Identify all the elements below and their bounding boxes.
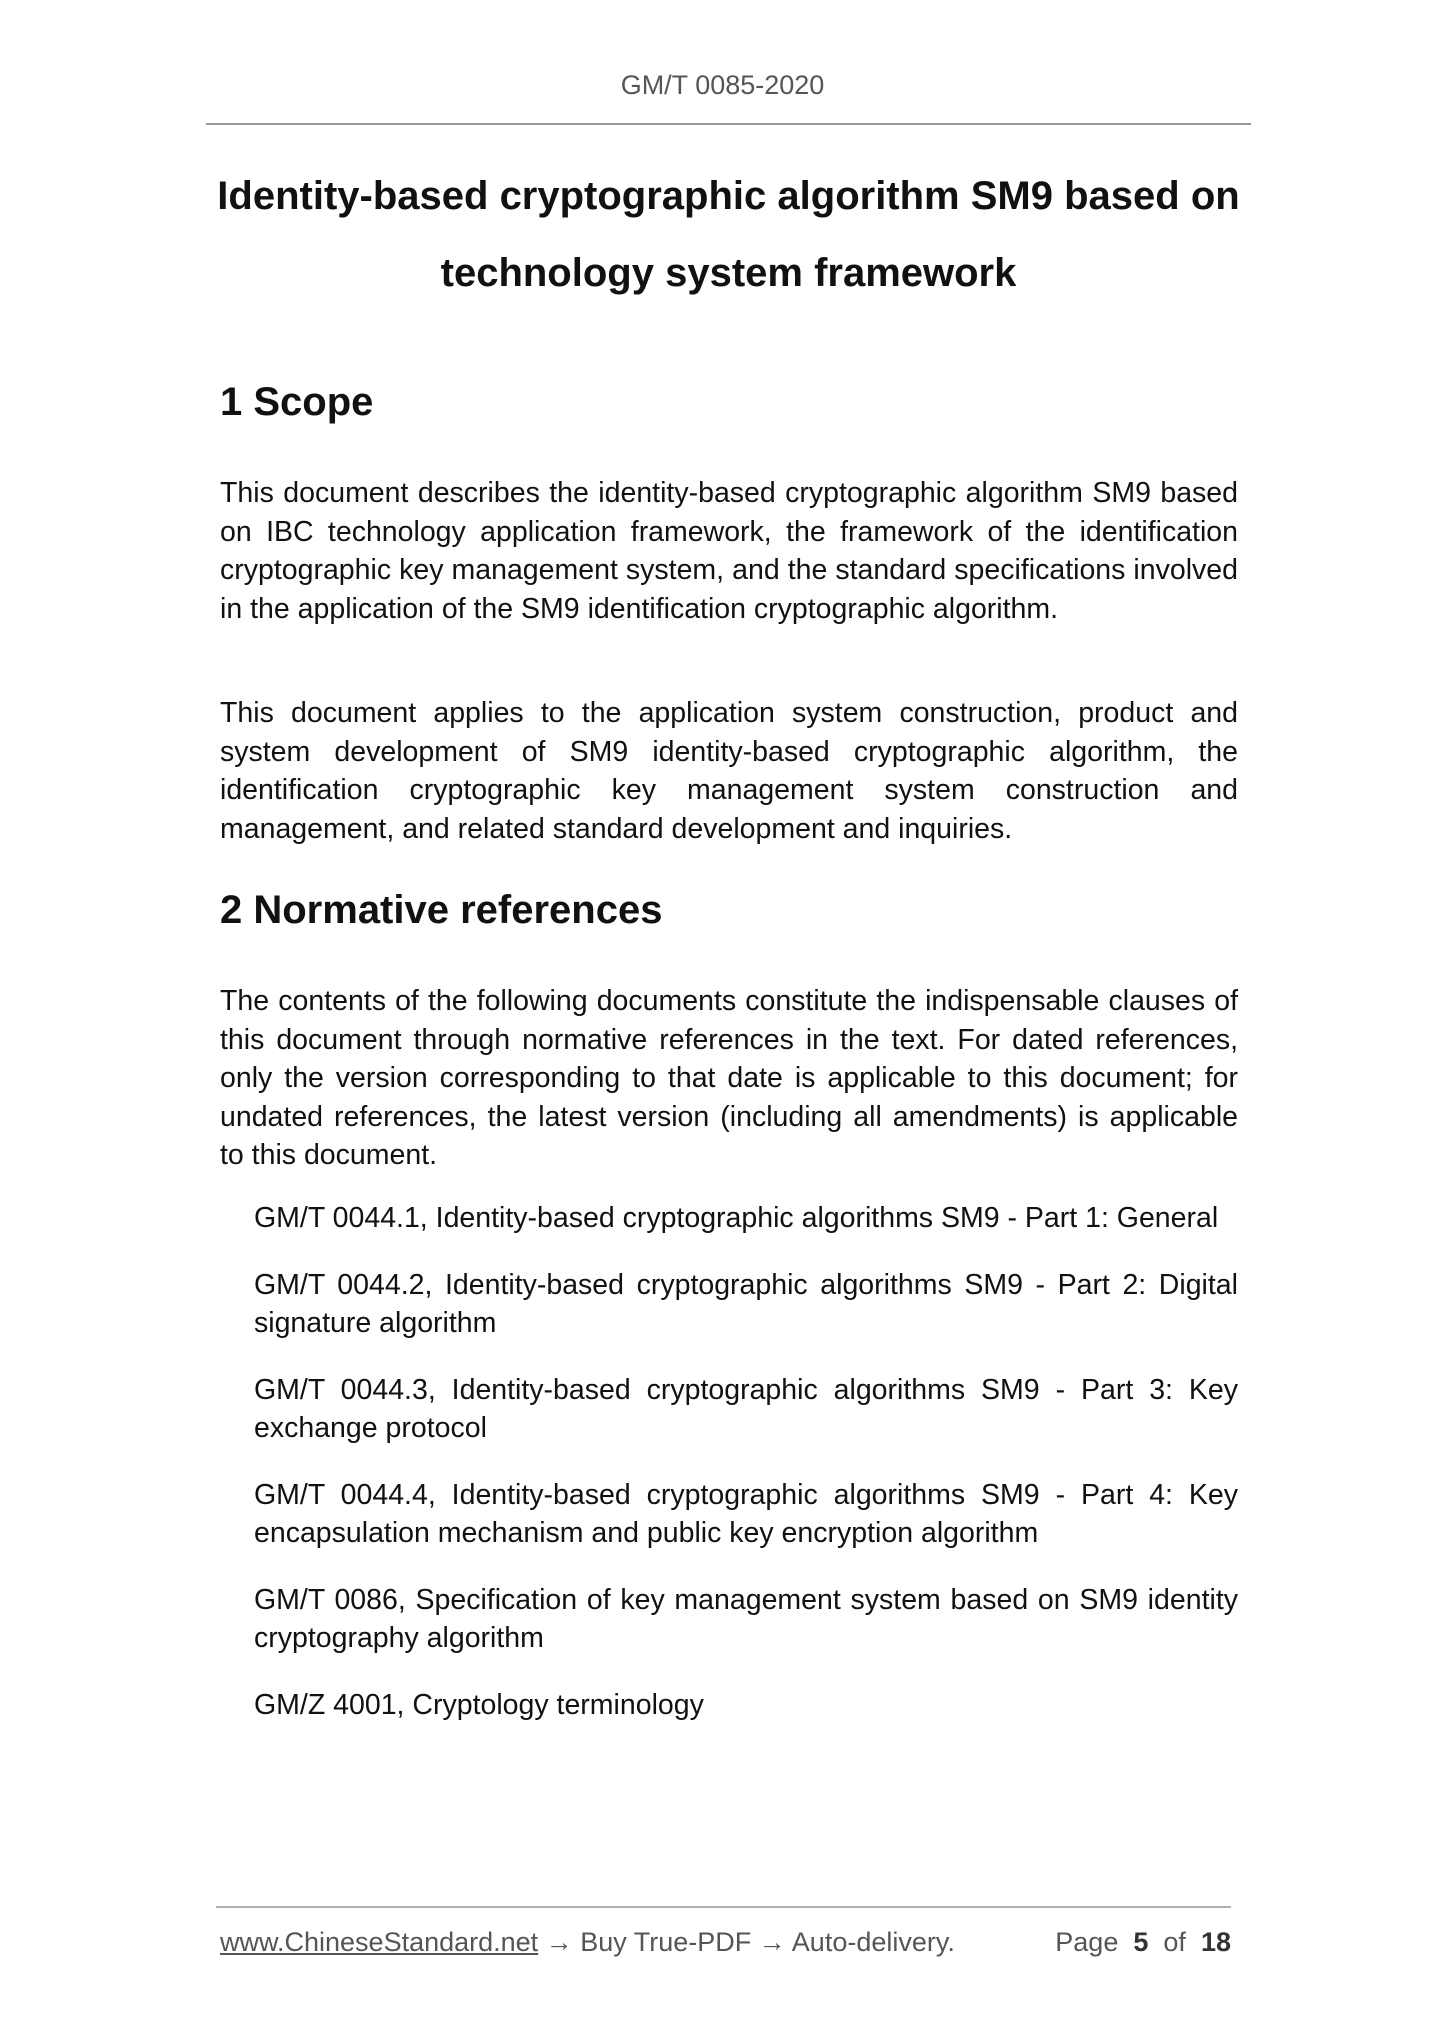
scope-paragraph-2: This document applies to the application system construction, product and system development of SM9 identity-based cryptographic algorithm, the identification cryptographic key management system construction and management, and related standard development and inquiries.	[220, 697, 1238, 845]
page-of-label: of	[1163, 1927, 1186, 1957]
footer-promo	[220, 1927, 955, 1958]
page-number	[1055, 1927, 1231, 1958]
document-title	[206, 158, 1251, 312]
buy-true-pdf-text: Buy True-PDF	[580, 1927, 752, 1957]
section-heading-normative-references: 2 Normative references	[220, 888, 663, 932]
document-title-line-1: Identity-based cryptographic algorithm SM9 based on	[217, 174, 1240, 218]
reference-item: GM/Z 4001, Cryptology terminology	[254, 1688, 704, 1721]
reference-item: GM/T 0044.1, Identity-based cryptographic algorithms SM9 - Part 1: General	[254, 1202, 1219, 1234]
reference-item: GM/T 0044.2, Identity-based cryptographic algorithms SM9 - Part 2: Digital signature algorithm	[254, 1268, 1238, 1339]
auto-delivery-text: Auto-delivery.	[791, 1927, 955, 1957]
header-doc-code: GM/T 0085-2020	[620, 70, 825, 100]
header-divider	[206, 123, 1251, 125]
document-title-line-2: technology system framework	[440, 251, 1017, 295]
reference-item: GM/T 0044.4, Identity-based cryptographic algorithms SM9 - Part 4: Key encapsulation mechanism and public key encryption algorithm	[254, 1478, 1238, 1549]
arrow-right-icon: →	[758, 1927, 786, 1957]
scope-paragraph-1: This document describes the identity-based cryptographic algorithm SM9 based on IBC technology application framework, the framework of the identification cryptographic key management system, and the standard specifications involved in the application of the SM9 identification cryptographic algorithm.	[220, 477, 1238, 625]
normative-references-intro: The contents of the following documents constitute the indispensable clauses of this document through normative references in the text. For dated references, only the version corresponding to that date is applicable to this document; for undated references, the latest version (including all amendments) is applicable to this document.	[220, 985, 1238, 1171]
reference-list	[254, 1199, 1238, 1752]
reference-item: GM/T 0044.3, Identity-based cryptographic algorithms SM9 - Part 3: Key exchange protocol	[254, 1373, 1238, 1444]
footer-divider	[216, 1906, 1231, 1908]
reference-item: GM/T 0086, Specification of key management system based on SM9 identity cryptography algorithm	[254, 1583, 1238, 1654]
page-current: 5	[1133, 1927, 1149, 1957]
page-footer	[220, 1927, 1231, 1967]
arrow-right-icon: →	[545, 1927, 573, 1957]
section-heading-scope: 1 Scope	[220, 380, 374, 424]
page-total: 18	[1200, 1927, 1231, 1957]
page-label: Page	[1055, 1927, 1119, 1957]
site-link[interactable]: www.ChineseStandard.net	[220, 1927, 539, 1957]
